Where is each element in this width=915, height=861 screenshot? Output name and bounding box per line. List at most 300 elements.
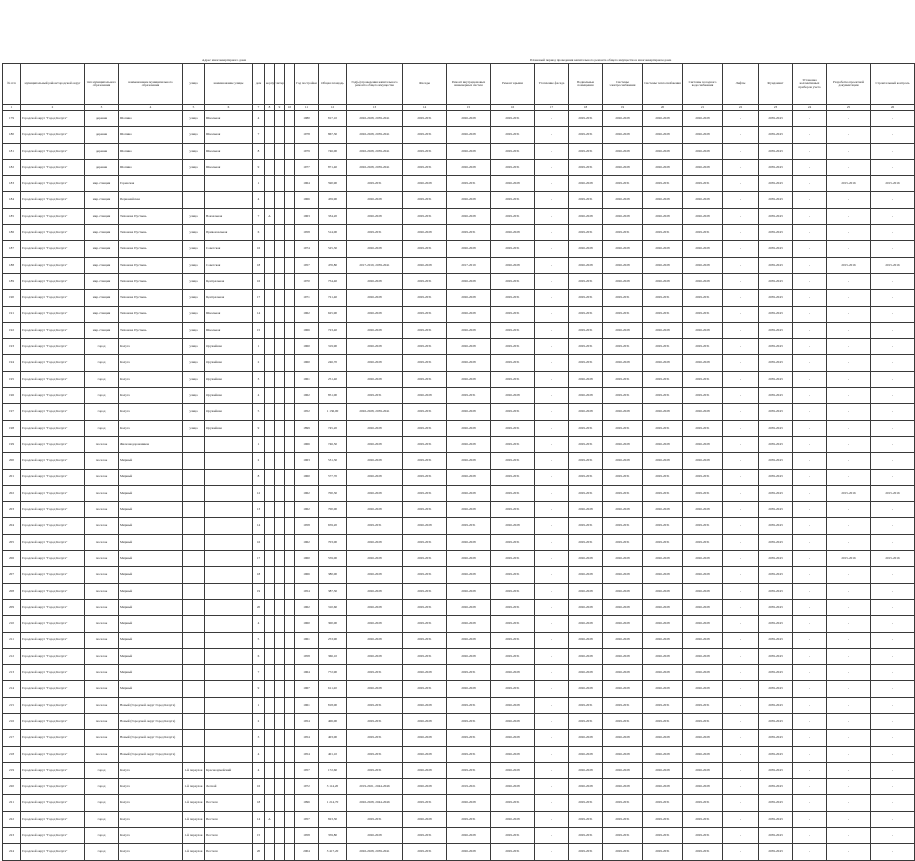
table-cell: 2026-2028: [347, 828, 403, 844]
table-cell: Оружейная: [205, 339, 253, 355]
table-cell: Школьная: [205, 127, 253, 143]
table-cell: 16: [253, 241, 265, 257]
table-cell: 1-й переулок: [183, 762, 205, 778]
table-cell: 2029-2031: [569, 811, 603, 827]
table-cell: 2026-2028: [347, 583, 403, 599]
table-cell: 2026-2028: [347, 599, 403, 615]
table-cell: 205: [3, 534, 21, 550]
table-cell: 2026-2028: [491, 518, 535, 534]
works-group-label: Плановый период проведения капитального ремонта общего имущества в многоквартирном доме: [530, 58, 672, 62]
table-cell: 7: [253, 127, 265, 143]
table-row: [3, 208, 915, 224]
table-cell: [285, 681, 295, 697]
table-cell: 2029-2031: [643, 844, 683, 860]
table-cell: 2029-2031: [403, 485, 447, 501]
table-cell: 2029-2031: [643, 534, 683, 550]
table-cell: [285, 795, 295, 811]
table-cell: 2026-2028: [569, 404, 603, 420]
table-cell: [275, 697, 285, 713]
table-cell: 2026-2028: [569, 502, 603, 518]
table-cell: Шопино: [119, 111, 183, 127]
table-cell: 2026-2028: [643, 762, 683, 778]
table-cell: -: [827, 534, 871, 550]
table-cell: [285, 241, 295, 257]
table-cell: Мирный: [119, 518, 183, 534]
table-cell: 2029-2031: [603, 844, 643, 860]
table-cell: 2026-2028: [683, 404, 723, 420]
table-cell: [265, 551, 275, 567]
table-cell: 2029-2031: [491, 469, 535, 485]
table-cell: 1996: [295, 795, 319, 811]
table-cell: Городской округ "Город Калуга": [21, 371, 85, 387]
table-cell: -: [827, 567, 871, 583]
table-cell: -: [535, 697, 569, 713]
column-header: корпус: [265, 64, 275, 105]
table-cell: 2029-2031: [569, 143, 603, 159]
table-cell: 2039-2043: [759, 404, 793, 420]
table-cell: 2029-2031: [347, 811, 403, 827]
table-cell: -: [827, 730, 871, 746]
table-cell: 2026-2028: [683, 583, 723, 599]
table-cell: [265, 518, 275, 534]
table-cell: 2026-2028: [603, 257, 643, 273]
table-cell: улица: [183, 404, 205, 420]
table-cell: -: [827, 518, 871, 534]
table-cell: -: [793, 143, 827, 159]
table-cell: 2029-2031: [569, 225, 603, 241]
table-cell: 2026-2028: [347, 192, 403, 208]
table-cell: -: [793, 371, 827, 387]
table-cell: 2029-2031: [403, 241, 447, 257]
table-cell: Мирный: [119, 485, 183, 501]
table-cell: 7: [253, 665, 265, 681]
table-cell: [285, 225, 295, 241]
table-cell: 406,00: [319, 713, 347, 729]
table-cell: 2026-2028: [683, 159, 723, 175]
table-cell: 213: [3, 665, 21, 681]
table-cell: -: [535, 436, 569, 452]
table-cell: Городской округ "Город Калуга": [21, 436, 85, 452]
table-cell: 401,10: [319, 746, 347, 762]
table-cell: -: [535, 730, 569, 746]
table-cell: 2029-2031: [569, 355, 603, 371]
table-cell: 1972: [295, 779, 319, 795]
table-cell: 2039-2043: [759, 176, 793, 192]
table-cell: -: [535, 599, 569, 615]
table-cell: 2026-2028, 2039-2041: [347, 159, 403, 175]
table-cell: [275, 339, 285, 355]
table-row: [3, 665, 915, 681]
table-cell: 2029-2031: [491, 192, 535, 208]
table-cell: Тихонова Пустынь: [119, 225, 183, 241]
table-cell: Городской округ "Город Калуга": [21, 762, 85, 778]
table-cell: 2029-2031: [491, 534, 535, 550]
table-row: [3, 485, 915, 501]
table-cell: -: [827, 306, 871, 322]
table-cell: -: [871, 355, 915, 371]
table-row: [3, 371, 915, 387]
table-cell: 772,90: [319, 665, 347, 681]
table-cell: 2: [253, 713, 265, 729]
table-cell: -: [535, 273, 569, 289]
table-cell: -: [793, 339, 827, 355]
table-cell: 2029-2031: [569, 159, 603, 175]
table-cell: 210: [3, 616, 21, 632]
table-cell: 2029-2031: [569, 844, 603, 860]
table-cell: -: [723, 339, 759, 355]
table-cell: Городской округ "Город Калуга": [21, 697, 85, 713]
table-cell: -: [793, 567, 827, 583]
table-cell: 2026-2028: [491, 665, 535, 681]
table-cell: 3 114,20: [319, 779, 347, 795]
table-cell: 1963: [295, 453, 319, 469]
table-cell: -: [827, 420, 871, 436]
table-cell: 1954: [295, 746, 319, 762]
table-cell: 2026-2028: [447, 616, 491, 632]
table-cell: -: [871, 762, 915, 778]
table-cell: 18: [253, 567, 265, 583]
table-cell: -: [827, 697, 871, 713]
table-cell: 2026-2028: [603, 632, 643, 648]
column-header: муниципальный район/городской округ: [21, 64, 85, 105]
table-cell: 817,10: [319, 111, 347, 127]
table-cell: -: [793, 502, 827, 518]
table-cell: 2026-2028: [347, 469, 403, 485]
table-cell: Городской округ "Город Калуга": [21, 746, 85, 762]
table-cell: Городской округ "Город Калуга": [21, 551, 85, 567]
table-cell: 2026-2028: [447, 648, 491, 664]
table-cell: [275, 143, 285, 159]
table-cell: 189: [3, 273, 21, 289]
table-cell: Калуга: [119, 828, 183, 844]
table-cell: [265, 730, 275, 746]
table-cell: Мирный: [119, 469, 183, 485]
table-cell: [285, 616, 295, 632]
column-number: 20: [643, 105, 683, 111]
table-cell: 1-й переулок: [183, 779, 205, 795]
table-cell: 2026-2028: [347, 632, 403, 648]
table-cell: 2029-2031: [683, 388, 723, 404]
table-cell: Городской округ "Город Калуга": [21, 828, 85, 844]
table-cell: улица: [183, 273, 205, 289]
table-cell: 2029-2031: [447, 762, 491, 778]
table-cell: 2026-2028: [447, 795, 491, 811]
column-number: 5: [183, 105, 205, 111]
table-cell: поселок: [85, 697, 119, 713]
table-cell: 2029-2031: [603, 697, 643, 713]
table-cell: 2029-2031: [643, 388, 683, 404]
table-cell: 2029-2031: [569, 306, 603, 322]
table-cell: 2026-2028: [603, 616, 643, 632]
table-cell: -: [793, 697, 827, 713]
table-cell: -: [793, 713, 827, 729]
table-cell: мкр.станция: [85, 225, 119, 241]
table-cell: [183, 485, 205, 501]
table-cell: 559,00: [319, 551, 347, 567]
table-cell: 2029-2031: [683, 420, 723, 436]
table-cell: 2026-2028: [347, 420, 403, 436]
table-cell: 2026-2028: [683, 648, 723, 664]
table-cell: 2026-2028: [447, 273, 491, 289]
table-cell: [275, 730, 285, 746]
table-cell: 2029-2031: [403, 844, 447, 860]
table-cell: 2029-2031: [683, 697, 723, 713]
table-cell: Городской округ "Город Калуга": [21, 469, 85, 485]
table-cell: 1961: [295, 697, 319, 713]
table-cell: Центральная: [205, 290, 253, 306]
table-cell: 217: [3, 730, 21, 746]
table-cell: Тихонова Пустынь: [119, 322, 183, 338]
table-cell: поселок: [85, 730, 119, 746]
table-cell: 2026-2028: [491, 257, 535, 273]
table-cell: 2026-2028: [347, 616, 403, 632]
table-cell: город: [85, 339, 119, 355]
table-cell: 2026-2028: [643, 143, 683, 159]
column-header: Установка коллективных приборов учета: [793, 64, 827, 105]
table-cell: [275, 534, 285, 550]
table-cell: 2029-2031: [603, 828, 643, 844]
table-cell: [275, 795, 285, 811]
column-header: улица: [183, 64, 205, 105]
table-cell: Городской округ "Город Калуга": [21, 111, 85, 127]
table-cell: -: [793, 779, 827, 795]
table-cell: 2039-2043: [759, 225, 793, 241]
table-cell: -: [871, 567, 915, 583]
column-header: № п/п: [3, 64, 21, 105]
table-cell: [275, 306, 285, 322]
table-cell: 184: [3, 192, 21, 208]
table-cell: 2039-2043: [759, 779, 793, 795]
table-cell: -: [871, 159, 915, 175]
table-row: [3, 632, 915, 648]
table-cell: 18: [253, 795, 265, 811]
table-cell: -: [871, 811, 915, 827]
table-cell: Мирный: [119, 534, 183, 550]
table-cell: [265, 762, 275, 778]
table-cell: [265, 355, 275, 371]
table-row: [3, 159, 915, 175]
column-header: наименование улицы: [205, 64, 253, 105]
table-cell: Городской округ "Город Калуга": [21, 420, 85, 436]
table-cell: -: [723, 306, 759, 322]
column-number: 3: [85, 105, 119, 111]
table-cell: 2026-2028: [569, 176, 603, 192]
table-cell: 2039-2043: [759, 811, 793, 827]
table-cell: 2026-2028: [403, 730, 447, 746]
table-cell: -: [723, 681, 759, 697]
table-cell: Городской округ "Город Калуга": [21, 339, 85, 355]
table-cell: [205, 665, 253, 681]
table-cell: 14: [253, 306, 265, 322]
table-cell: 2026-2028: [347, 306, 403, 322]
column-number: 11: [295, 105, 319, 111]
table-cell: -: [535, 681, 569, 697]
table-cell: Городской округ "Город Калуга": [21, 518, 85, 534]
table-cell: 2017-2019: [447, 257, 491, 273]
table-cell: 2029-2031: [347, 225, 403, 241]
table-cell: Городской округ "Город Калуга": [21, 665, 85, 681]
table-cell: улица: [183, 355, 205, 371]
table-cell: 2029-2031: [491, 502, 535, 518]
table-cell: [265, 779, 275, 795]
table-cell: Оружейная: [205, 388, 253, 404]
table-cell: 1974: [295, 241, 319, 257]
table-cell: 2015-2016: [871, 257, 915, 273]
table-cell: [265, 159, 275, 175]
table-cell: поселок: [85, 746, 119, 762]
table-cell: -: [827, 290, 871, 306]
table-cell: 2029-2031: [403, 355, 447, 371]
table-cell: [275, 159, 285, 175]
table-cell: 2039-2043: [759, 143, 793, 159]
column-header: литер: [275, 64, 285, 105]
table-cell: 2019-2021: [447, 779, 491, 795]
table-cell: [275, 665, 285, 681]
table-cell: Калуга: [119, 420, 183, 436]
table-cell: 525,30: [319, 241, 347, 257]
table-cell: 721,40: [319, 290, 347, 306]
table-cell: Оружейная: [205, 420, 253, 436]
table-cell: -: [793, 762, 827, 778]
table-cell: [285, 257, 295, 273]
table-cell: 2039-2043: [759, 208, 793, 224]
table-cell: 2026-2028: [683, 567, 723, 583]
table-cell: -: [535, 762, 569, 778]
table-cell: -: [535, 844, 569, 860]
table-cell: [275, 811, 285, 827]
table-cell: 2026-2028, 2039-2041: [347, 844, 403, 860]
table-cell: 2029-2031: [603, 469, 643, 485]
table-cell: 2039-2043: [759, 469, 793, 485]
table-cell: 253,90: [319, 632, 347, 648]
table-cell: [265, 127, 275, 143]
table-cell: Школьная: [205, 143, 253, 159]
table-row: [3, 225, 915, 241]
table-cell: 199: [3, 436, 21, 452]
table-cell: [205, 453, 253, 469]
table-cell: 366,10: [319, 648, 347, 664]
column-header: Ремонт внутридомовых инженерных систем: [447, 64, 491, 105]
table-cell: -: [793, 208, 827, 224]
table-cell: [265, 290, 275, 306]
table-cell: 20: [253, 599, 265, 615]
table-cell: [265, 111, 275, 127]
table-cell: 2026-2028: [403, 665, 447, 681]
table-cell: [275, 616, 285, 632]
table-cell: 2029-2031: [403, 143, 447, 159]
table-cell: -: [535, 828, 569, 844]
table-cell: [285, 371, 295, 387]
table-cell: 754,40: [319, 273, 347, 289]
table-cell: -: [827, 371, 871, 387]
table-cell: [265, 436, 275, 452]
table-cell: -: [535, 518, 569, 534]
table-cell: [265, 453, 275, 469]
table-cell: 2026-2028: [569, 746, 603, 762]
table-cell: 2026-2028: [603, 192, 643, 208]
table-cell: Мирный: [119, 648, 183, 664]
table-cell: мкр.станция: [85, 322, 119, 338]
table-cell: -: [723, 290, 759, 306]
table-cell: 1966: [295, 567, 319, 583]
table-cell: 2029-2031: [643, 485, 683, 501]
table-cell: Городской округ "Город Калуга": [21, 257, 85, 273]
table-cell: -: [827, 779, 871, 795]
table-cell: 2039-2043: [759, 485, 793, 501]
table-cell: -: [793, 828, 827, 844]
table-cell: Городской округ "Город Калуга": [21, 779, 85, 795]
table-cell: -: [723, 371, 759, 387]
table-cell: 2029-2031: [603, 371, 643, 387]
table-cell: 2039-2043: [759, 648, 793, 664]
table-cell: 2029-2031: [603, 485, 643, 501]
table-cell: 5: [253, 632, 265, 648]
table-body: [3, 111, 915, 861]
table-cell: Городской округ "Город Калуга": [21, 290, 85, 306]
table-cell: -: [793, 111, 827, 127]
table-cell: 590,90: [319, 176, 347, 192]
table-cell: 2029-2031: [447, 518, 491, 534]
table-cell: Новый (Городской округ Город Калуга): [119, 730, 183, 746]
table-cell: 2026-2028: [683, 436, 723, 452]
table-cell: 1 136,00: [319, 404, 347, 420]
table-cell: 2029-2031: [403, 290, 447, 306]
table-cell: -: [827, 583, 871, 599]
table-cell: Школьная: [205, 111, 253, 127]
table-cell: [275, 208, 285, 224]
table-cell: 2026-2028, 2039-2041: [347, 143, 403, 159]
table-cell: город: [85, 404, 119, 420]
table-cell: 2029-2031: [347, 697, 403, 713]
table-cell: 2026-2028: [643, 648, 683, 664]
table-cell: Мирный: [119, 583, 183, 599]
table-cell: 179: [3, 111, 21, 127]
table-cell: [275, 713, 285, 729]
table-cell: 2029-2031: [603, 290, 643, 306]
table-cell: мкр.станция: [85, 290, 119, 306]
table-cell: 1977: [295, 159, 319, 175]
table-cell: -: [723, 420, 759, 436]
table-cell: -: [871, 599, 915, 615]
table-cell: 2026-2028: [447, 599, 491, 615]
table-cell: Городской округ "Город Калуга": [21, 322, 85, 338]
table-cell: 2029-2031: [569, 713, 603, 729]
table-cell: 2029-2031: [603, 176, 643, 192]
table-cell: 12: [253, 485, 265, 501]
table-cell: -: [535, 208, 569, 224]
table-cell: 2029-2031: [403, 599, 447, 615]
table-cell: 2004: [295, 844, 319, 860]
table-cell: 4: [253, 388, 265, 404]
table-cell: 2019-2021, 2044-2046: [347, 779, 403, 795]
table-cell: 2026-2028: [347, 290, 403, 306]
column-number: 2: [21, 105, 85, 111]
table-cell: 2026-2028: [447, 322, 491, 338]
table-cell: 191: [3, 306, 21, 322]
table-cell: 209: [3, 599, 21, 615]
table-cell: 577,70: [319, 469, 347, 485]
table-cell: -: [793, 306, 827, 322]
table-cell: 387,30: [319, 583, 347, 599]
table-cell: 2026-2028: [403, 697, 447, 713]
table-cell: 2029-2031: [447, 665, 491, 681]
table-cell: 2029-2031: [403, 208, 447, 224]
table-cell: -: [723, 208, 759, 224]
table-cell: -: [723, 469, 759, 485]
table-cell: 2026-2028: [347, 322, 403, 338]
table-cell: -: [827, 388, 871, 404]
table-cell: Калуга: [119, 371, 183, 387]
